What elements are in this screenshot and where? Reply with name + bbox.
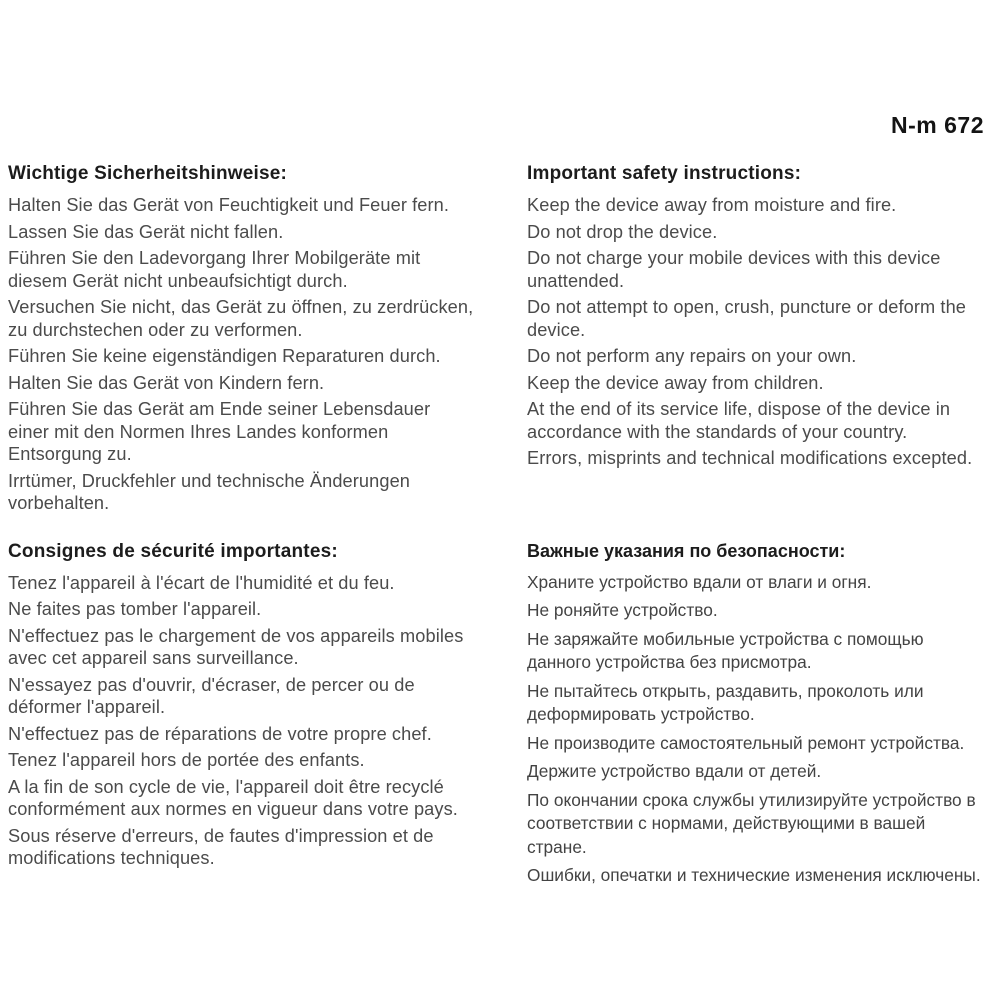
- safety-paragraph: At the end of its service life, dispose of the device in accordance with the standards of your country.: [527, 399, 951, 442]
- safety-paragraph: Halten Sie das Gerät von Feuchtigkeit und Feuer fern.: [8, 195, 450, 215]
- section-english: [527, 163, 985, 474]
- safety-paragraph: Tenez l'appareil hors de portée des enfants.: [8, 750, 365, 770]
- safety-paragraph: Führen Sie das Gerät am Ende seiner Lebensdauer einer mit den Normen Ihres Landes konformen Entsorgung zu.: [8, 399, 431, 464]
- section-heading-german: Wichtige Sicherheitshinweise:: [8, 163, 288, 184]
- section-heading-english: Important safety instructions:: [527, 163, 802, 184]
- safety-paragraph: Храните устройство вдали от влаги и огня.: [527, 571, 872, 592]
- section-body-german: [8, 194, 474, 515]
- safety-paragraph: Führen Sie den Ladevorgang Ihrer Mobilgeräte mit diesem Gerät nicht unbeaufsichtigt durch.: [8, 248, 421, 291]
- safety-paragraph: Do not attempt to open, crush, puncture or deform the device.: [527, 297, 967, 340]
- safety-paragraph: Не пытайтесь открыть, раздавить, проколоть или деформировать устройство.: [527, 680, 924, 724]
- safety-paragraph: A la fin de son cycle de vie, l'appareil doit être recyclé conformément aux normes en vigueur dans votre pays.: [8, 776, 458, 819]
- safety-paragraph: Führen Sie keine eigenständigen Reparaturen durch.: [8, 346, 441, 366]
- safety-paragraph: Не роняйте устройство.: [527, 600, 718, 620]
- section-body-russian: [527, 571, 985, 888]
- safety-paragraph: Halten Sie das Gerät von Kindern fern.: [8, 372, 325, 393]
- section-body-french: [8, 572, 474, 870]
- section-heading-french: Consignes de sécurité importantes:: [8, 540, 338, 562]
- section-german: [8, 163, 474, 519]
- safety-paragraph: Не производите самостоятельный ремонт устройства.: [527, 732, 965, 753]
- safety-paragraph: N'effectuez pas le chargement de vos appareils mobiles avec cet appareil sans surveillance.: [8, 625, 464, 668]
- safety-paragraph: Keep the device away from children.: [527, 372, 824, 393]
- language-sections-grid: [8, 163, 986, 893]
- section-french: [8, 541, 474, 874]
- safety-paragraph: Do not charge your mobile devices with this device unattended.: [527, 248, 941, 291]
- safety-paragraph: N'essayez pas d'ouvrir, d'écraser, de percer ou de déformer l'appareil.: [8, 674, 415, 717]
- safety-paragraph: Sous réserve d'erreurs, de fautes d'impression et de modifications techniques.: [8, 825, 434, 868]
- safety-paragraph: Do not drop the device.: [527, 221, 718, 242]
- section-russian: [527, 541, 985, 893]
- model-number: N-m 672: [891, 112, 984, 138]
- safety-paragraph: Lassen Sie das Gerät nicht fallen.: [8, 221, 284, 242]
- safety-paragraph: Ne faites pas tomber l'appareil.: [8, 599, 262, 619]
- section-heading-russian: Важные указания по безопасности:: [527, 540, 846, 561]
- safety-paragraph: По окончании срока службы утилизируйте устройство в соответствии с нормами, действующими в вашей стране.: [527, 789, 976, 857]
- safety-paragraph: Не заряжайте мобильные устройства с помощью данного устройства без присмотра.: [527, 628, 924, 672]
- safety-paragraph: Tenez l'appareil à l'écart de l'humidité et du feu.: [8, 572, 395, 593]
- safety-paragraph: Держите устройство вдали от детей.: [527, 761, 822, 781]
- safety-paragraph: Irrtümer, Druckfehler und technische Änderungen vorbehalten.: [8, 470, 411, 513]
- safety-paragraph: Do not perform any repairs on your own.: [527, 346, 857, 366]
- section-body-english: [527, 194, 985, 470]
- safety-paragraph: Errors, misprints and technical modifications excepted.: [527, 448, 973, 468]
- safety-paragraph: Ошибки, опечатки и технические изменения исключены.: [527, 865, 981, 885]
- safety-paragraph: Keep the device away from moisture and fire.: [527, 195, 897, 215]
- safety-paragraph: N'effectuez pas de réparations de votre propre chef.: [8, 723, 432, 744]
- safety-paragraph: Versuchen Sie nicht, das Gerät zu öffnen, zu zerdrücken, zu durchstechen oder zu verformen.: [8, 297, 474, 340]
